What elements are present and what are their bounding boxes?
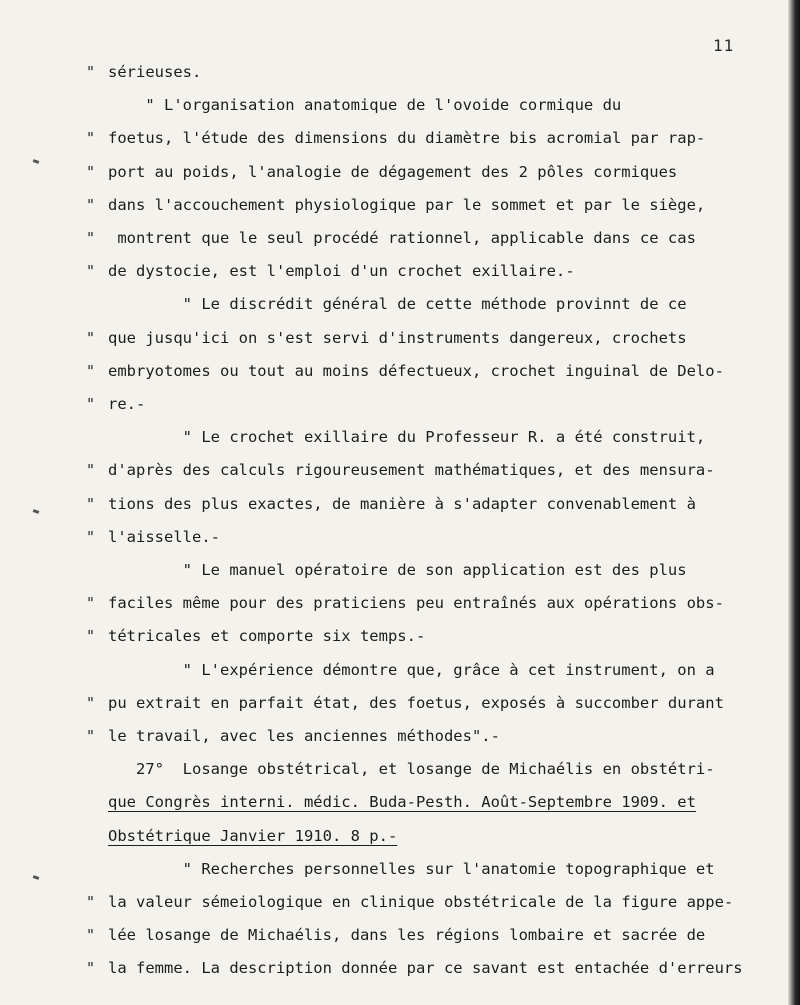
line-mark: " (86, 328, 96, 347)
line-text: " Le manuel opératoire de son application est des plus (108, 561, 687, 579)
line-text: " L'organisation anatomique de l'ovoide cormique du (108, 96, 622, 115)
line-text: sérieuses. (108, 63, 202, 81)
line-text: lée losange de Michaélis, dans les régions lombaire et sacrée de (108, 926, 706, 945)
line-mark: " (86, 395, 96, 413)
line-text: tétricales et comporte six temps.- (108, 627, 426, 646)
line-text: le travail, avec les anciennes méthodes".- (108, 727, 500, 745)
line-text: la valeur sémeiologique en clinique obstétricale de la figure appe- (108, 893, 734, 911)
line-text: que Congrès interni. médic. Buda-Pesth. Août-Septembre 1909. et (108, 793, 696, 812)
line-text: pu extrait en parfait état, des foetus, exposés à succomber durant (108, 693, 724, 712)
text-line (0, 654, 790, 687)
line-text: dans l'accouchement physiologique par le sommet et par le siège, (108, 195, 706, 214)
line-mark: " (86, 693, 96, 712)
line-text: montrent que le seul procédé rationnel, applicable dans ce cas (108, 229, 696, 247)
line-text: que jusqu'ici on s'est servi d'instruments dangereux, crochets (108, 328, 687, 347)
line-text: " Le crochet exillaire du Professeur R. a été construit, (108, 428, 706, 447)
line-text: port au poids, l'analogie de dégagement des 2 pôles cormiques (108, 162, 678, 181)
text-line (0, 388, 790, 421)
text-line (0, 886, 790, 919)
text-line (0, 454, 790, 487)
line-mark: " (86, 162, 96, 181)
line-text: d'après des calculs rigoureusement mathématiques, et des mensura- (108, 461, 715, 480)
line-text: foetus, l'étude des dimensions du diamètre bis acromial par rap- (108, 129, 706, 148)
text-line (0, 720, 790, 753)
line-mark: " (86, 63, 96, 81)
line-text: la femme. La description donnée par ce savant est entachée d'erreurs (108, 959, 743, 978)
text-line (0, 322, 790, 355)
line-mark: " (86, 229, 96, 247)
text-line (0, 620, 790, 653)
text-line (0, 189, 790, 222)
line-mark: " (86, 893, 96, 911)
line-mark: " (86, 627, 96, 646)
line-mark: " (86, 361, 96, 380)
line-text: " Le discrédit général de cette méthode provinnt de ce (108, 295, 687, 314)
text-line (0, 786, 790, 819)
line-text: re.- (108, 395, 146, 413)
text-line (0, 156, 790, 189)
text-line (0, 853, 790, 886)
line-mark: " (86, 727, 96, 745)
text-line (0, 554, 790, 587)
line-text: Obstétrique Janvier 1910. 8 p.- (108, 826, 398, 845)
text-line (0, 255, 790, 288)
text-line (0, 919, 790, 952)
line-text: embryotomes ou tout au moins défectueux, crochet inguinal de Delo- (108, 361, 724, 380)
line-text: de dystocie, est l'emploi d'un crochet exillaire.- (108, 262, 575, 281)
line-text: l'aisselle.- (108, 527, 220, 546)
line-mark: " (86, 461, 96, 480)
line-mark: " (86, 195, 96, 214)
text-line (0, 687, 790, 720)
text-line (0, 488, 790, 521)
text-line (0, 521, 790, 554)
text-line (0, 89, 790, 122)
line-mark: " (86, 594, 96, 613)
line-text: " Recherches personnelles sur l'anatomie topographique et (108, 859, 715, 878)
text-line (0, 421, 790, 454)
line-mark: " (86, 926, 96, 945)
text-line (0, 56, 790, 89)
text-line (0, 222, 790, 255)
text-line (0, 122, 790, 155)
text-line (0, 355, 790, 388)
page-number: 11 (713, 36, 735, 55)
text-line (0, 288, 790, 321)
line-mark: " (86, 527, 96, 546)
line-mark: " (86, 959, 96, 978)
text-line (0, 820, 790, 853)
line-text: tions des plus exactes, de manière à s'adapter convenablement à (108, 494, 696, 513)
line-text: 27° Losange obstétrical, et losange de Michaélis en obstétri- (108, 760, 715, 779)
text-line (0, 753, 790, 786)
text-line (0, 587, 790, 620)
line-mark: " (86, 494, 96, 513)
line-text: " L'expérience démontre que, grâce à cet instrument, on a (108, 660, 715, 679)
line-text: faciles même pour des praticiens peu entraînés aux opérations obs- (108, 594, 724, 613)
line-mark: " (86, 262, 96, 281)
line-mark: " (86, 129, 96, 148)
text-line (0, 952, 790, 985)
